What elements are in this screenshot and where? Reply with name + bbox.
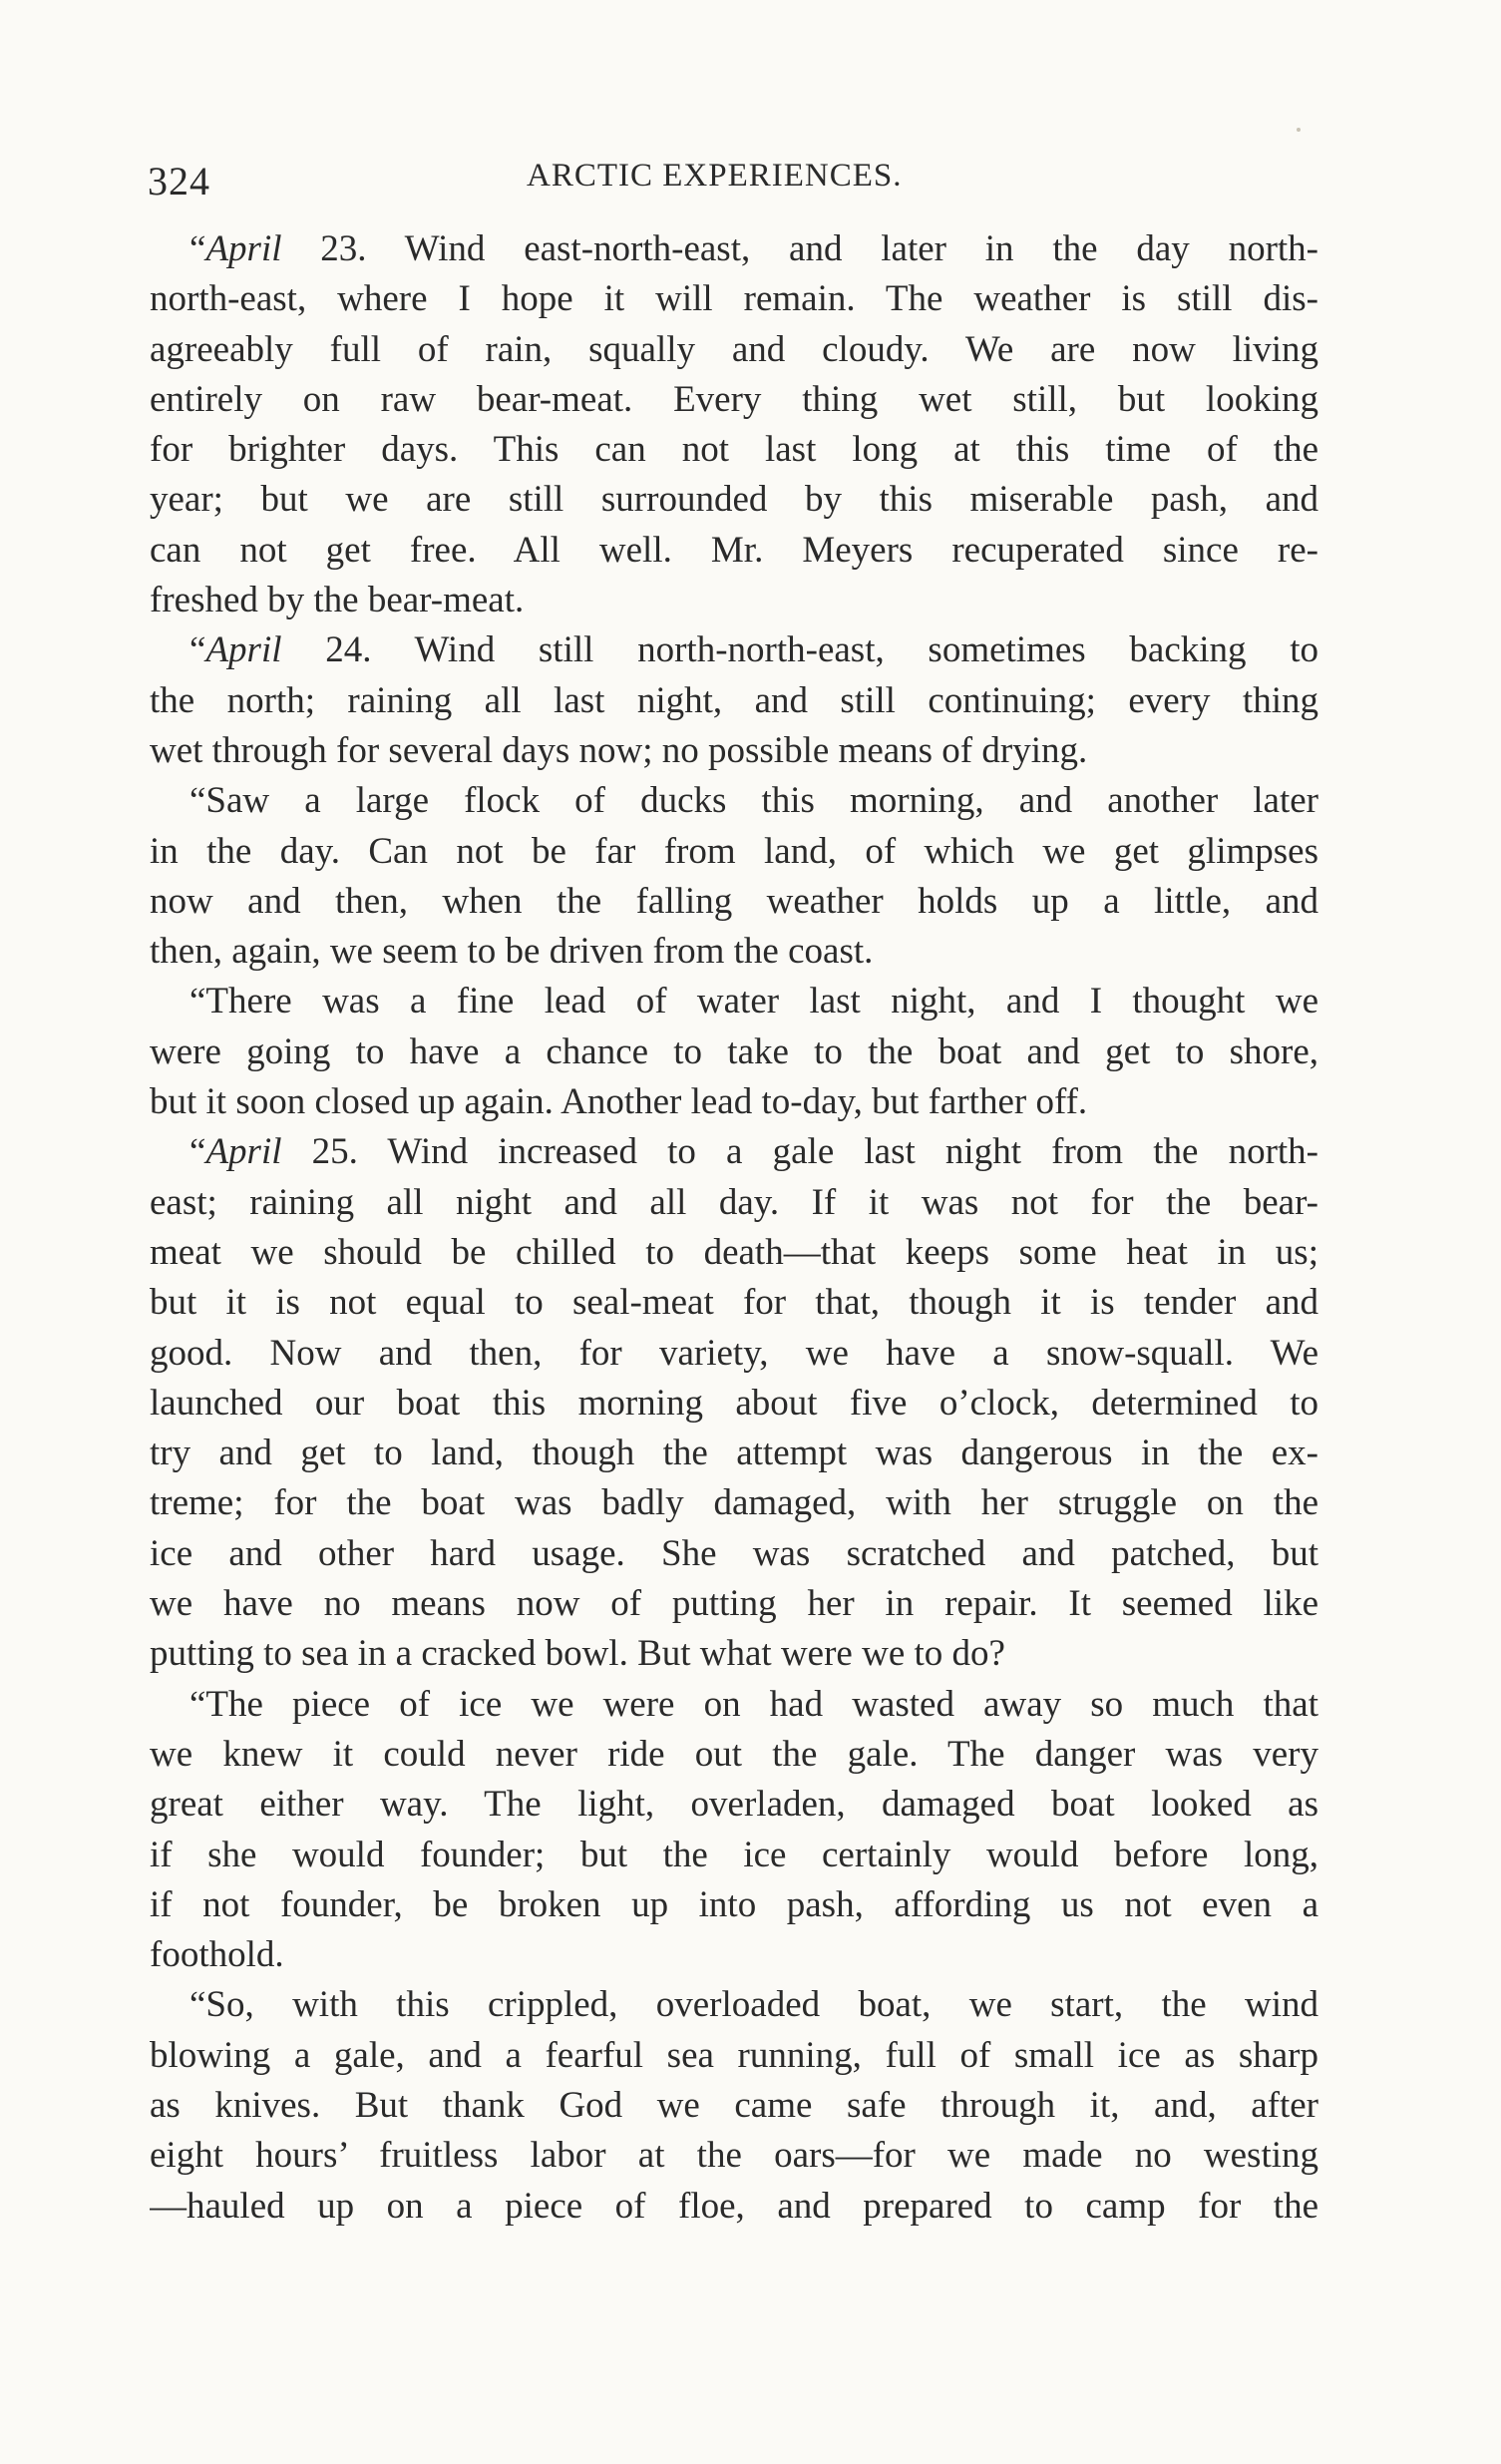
text-line [150, 827, 1318, 877]
line-text: east; raining all night and all day. If it was not for the bear- [150, 1181, 1318, 1223]
page-header [148, 150, 1324, 209]
line-text: agreeably full of rain, squally and cloudy. We are now living [150, 328, 1318, 370]
line-text: treme; for the boat was badly damaged, with her struggle on the [150, 1482, 1318, 1524]
line-text: meat we should be chilled to death—that keeps some heat in us; [150, 1231, 1318, 1273]
page-number: 324 [148, 159, 210, 204]
text-line [150, 1077, 1318, 1127]
line-text: 24. Wind still north-north-east, sometimes backing to [281, 629, 1318, 671]
opening-quote: “ [189, 228, 206, 269]
line-text: can not get free. All well. Mr. Meyers recuperated since re- [150, 529, 1318, 571]
text-line [150, 625, 1318, 675]
body-text [150, 224, 1318, 2232]
text-line [150, 274, 1318, 324]
line-text: for brighter days. This can not last long at this time of the [150, 429, 1318, 471]
text-line [150, 1831, 1318, 1880]
line-text: but it soon closed up again. Another lead to-day, but farther off. [150, 1081, 1088, 1123]
text-line [150, 1278, 1318, 1328]
line-text: blowing a gale, and a fearful sea running, full of small ice as sharp [150, 2034, 1318, 2076]
text-line [150, 1379, 1318, 1429]
text-line [150, 1429, 1318, 1478]
line-text: then, again, we seem to be driven from the coast. [150, 931, 874, 973]
text-line [150, 375, 1318, 425]
text-line [150, 1730, 1318, 1780]
running-head: ARCTIC EXPERIENCES. [527, 158, 903, 194]
line-text: north-east, where I hope it will remain. The weather is still dis- [150, 278, 1318, 320]
text-line [150, 1178, 1318, 1228]
text-line [150, 1680, 1318, 1730]
line-text: good. Now and then, for variety, we have a snow-squall. We [150, 1332, 1318, 1374]
text-line [150, 726, 1318, 776]
text-line [150, 2182, 1318, 2232]
text-line [150, 877, 1318, 927]
line-text: —hauled up on a piece of floe, and prepared to camp for the [150, 2185, 1318, 2227]
text-line [150, 1127, 1318, 1177]
text-line [150, 1930, 1318, 1980]
line-text: as knives. But thank God we came safe through it, and, after [150, 2084, 1318, 2126]
text-line [150, 576, 1318, 625]
text-line [150, 1478, 1318, 1528]
line-text: “Saw a large flock of ducks this morning, and another later [189, 780, 1318, 822]
line-text: if not founder, be broken up into pash, affording us not even a [150, 1883, 1318, 1925]
paper-speck [1297, 128, 1301, 132]
line-text: 23. Wind east-north-east, and later in the day north- [281, 228, 1318, 269]
text-line [150, 1529, 1318, 1579]
line-text: we knew it could never ride out the gale. The danger was very [150, 1733, 1318, 1775]
text-line [150, 1579, 1318, 1629]
line-text: freshed by the bear-meat. [150, 580, 525, 621]
line-text: try and get to land, though the attempt was dangerous in the ex- [150, 1433, 1318, 1474]
line-text: “There was a fine lead of water last night, and I thought we [189, 981, 1318, 1023]
line-text: were going to have a chance to take to the boat and get to shore, [150, 1030, 1318, 1072]
text-line [150, 2031, 1318, 2081]
line-text: we have no means now of putting her in repair. It seemed like [150, 1583, 1318, 1625]
text-line [150, 1329, 1318, 1379]
opening-quote: “ [189, 629, 206, 671]
line-text: “The piece of ice we were on had wasted away so much that [189, 1683, 1318, 1725]
line-text: 25. Wind increased to a gale last night from the north- [281, 1131, 1318, 1173]
text-line [150, 2131, 1318, 2181]
line-text: in the day. Can not be far from land, of which we get glimpses [150, 830, 1318, 872]
text-line [150, 325, 1318, 375]
line-text: but it is not equal to seal-meat for that, though it is tender and [150, 1282, 1318, 1324]
line-text: putting to sea in a cracked bowl. But what were we to do? [150, 1633, 1005, 1675]
text-line [150, 927, 1318, 977]
text-line [150, 2081, 1318, 2131]
text-line [150, 1228, 1318, 1278]
line-text: entirely on raw bear-meat. Every thing wet still, but looking [150, 378, 1318, 420]
line-text: ice and other hard usage. She was scratched and patched, but [150, 1532, 1318, 1574]
text-line [150, 776, 1318, 826]
text-line [150, 977, 1318, 1027]
line-text: eight hours’ fruitless labor at the oars—for we made no westing [150, 2135, 1318, 2177]
text-line [150, 526, 1318, 576]
entry-date: April [205, 228, 282, 269]
text-line [150, 676, 1318, 726]
line-text: wet through for several days now; no possible means of drying. [150, 729, 1088, 771]
line-text: the north; raining all last night, and still continuing; every thing [150, 679, 1318, 721]
line-text: year; but we are still surrounded by this miserable pash, and [150, 479, 1318, 521]
text-line [150, 425, 1318, 475]
line-text: great either way. The light, overladen, damaged boat looked as [150, 1784, 1318, 1826]
text-line [150, 1629, 1318, 1679]
text-line [150, 1880, 1318, 1930]
text-line [150, 1027, 1318, 1077]
opening-quote: “ [189, 1131, 206, 1173]
text-line [150, 1980, 1318, 2030]
text-line [150, 224, 1318, 274]
line-text: launched our boat this morning about five o’clock, determined to [150, 1382, 1318, 1424]
entry-date: April [205, 629, 282, 671]
line-text: foothold. [150, 1934, 284, 1976]
entry-date: April [205, 1131, 282, 1173]
line-text: now and then, when the falling weather holds up a little, and [150, 880, 1318, 922]
line-text: “So, with this crippled, overloaded boat, we start, the wind [189, 1984, 1318, 2026]
text-line [150, 1780, 1318, 1830]
line-text: if she would founder; but the ice certainly would before long, [150, 1834, 1318, 1875]
text-line [150, 475, 1318, 525]
